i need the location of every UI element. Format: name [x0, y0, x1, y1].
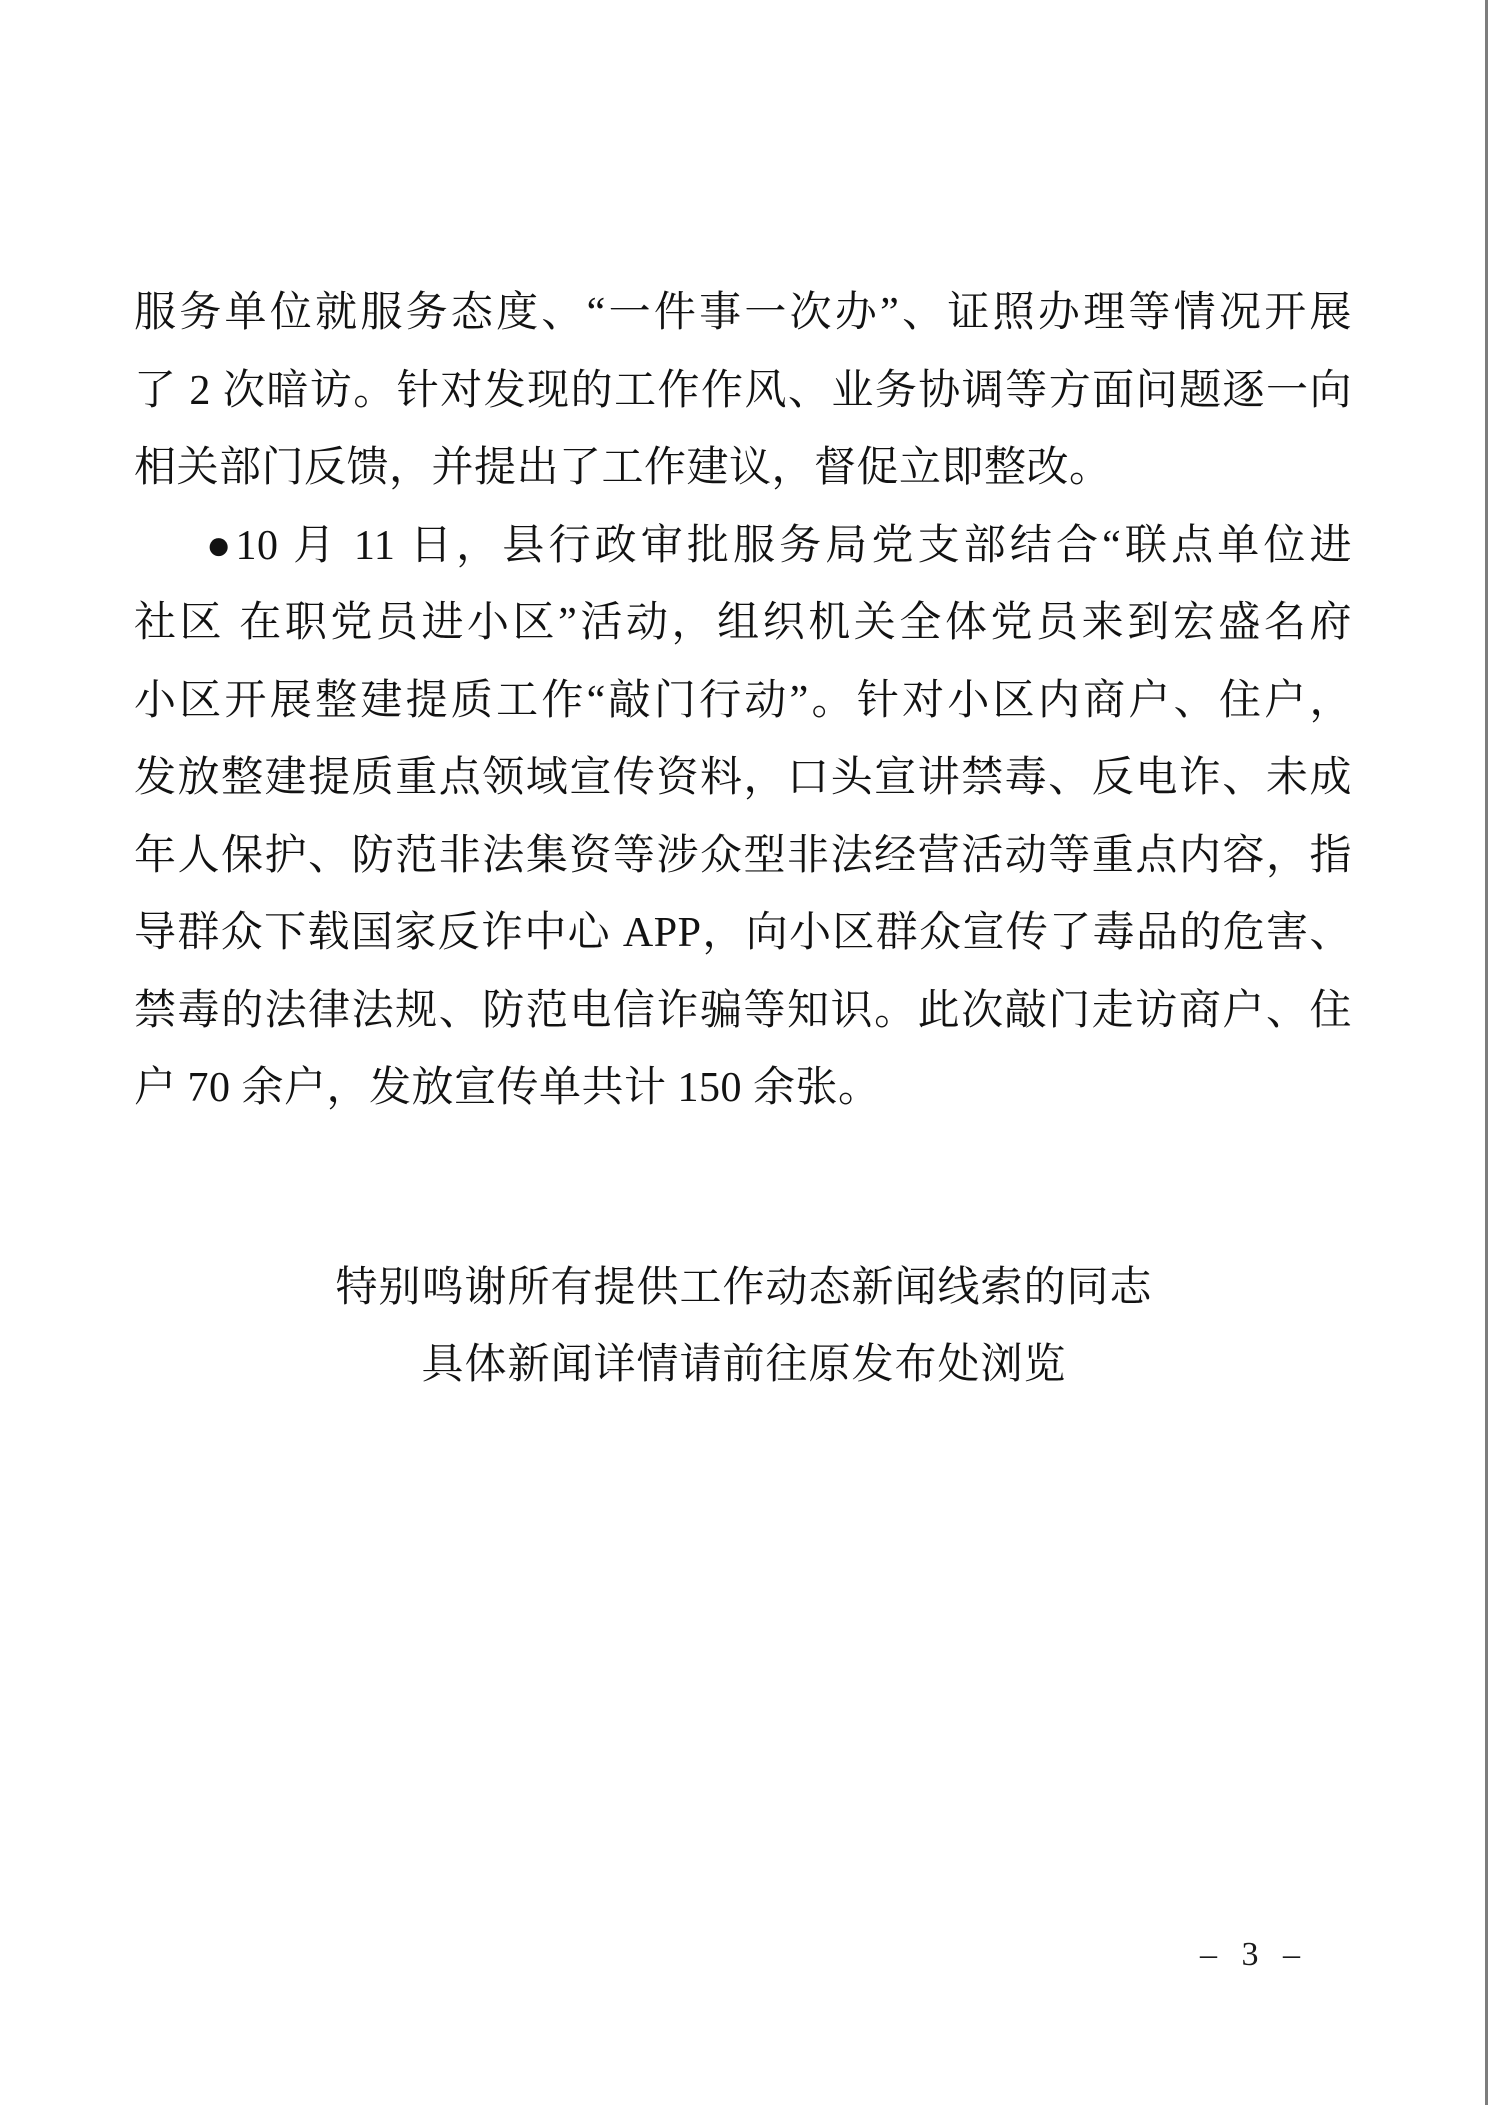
body-line: 服务单位就服务态度、“一件事一次办”、证照办理等情况开展 [134, 290, 1352, 336]
body-line: 社区 在职党员进小区”活动，组织机关全体党员来到宏盛名府 [134, 600, 1352, 646]
body-line: 年人保护、防范非法集资等涉众型非法经营活动等重点内容，指 [134, 832, 1352, 879]
body-line: 禁毒的法律法规、防范电信诈骗等知识。此次敲门走访商户、住 [134, 987, 1352, 1034]
details-line: 具体新闻详情请前往原发布处浏览 [421, 1342, 1067, 1388]
body-line: 导群众下载国家反诈中心 APP，向小区群众宣传了毒品的危害、 [134, 910, 1352, 956]
body-line: 户 70 余户，发放宣传单共计 150 余张。 [134, 1065, 881, 1111]
body-line: 发放整建提质重点领域宣传资料，口头宣讲禁毒、反电诈、未成 [134, 755, 1352, 801]
body-text [134, 275, 1352, 1128]
page-number: – 3 – [1200, 1936, 1308, 1973]
body-line: 相关部门反馈，并提出了工作建议，督促立即整改。 [134, 445, 1112, 491]
closing-notes [0, 1250, 1488, 1404]
body-line-bullet: ●10 月 11 日，县行政审批服务局党支部结合“联点单位进 [206, 522, 1352, 569]
body-line: 小区开展整建提质工作“敲门行动”。针对小区内商户、住户， [134, 677, 1352, 724]
body-line: 了 2 次暗访。针对发现的工作作风、业务协调等方面问题逐一向 [134, 367, 1352, 414]
acknowledgement-line: 特别鸣谢所有提供工作动态新闻线索的同志 [335, 1265, 1153, 1311]
